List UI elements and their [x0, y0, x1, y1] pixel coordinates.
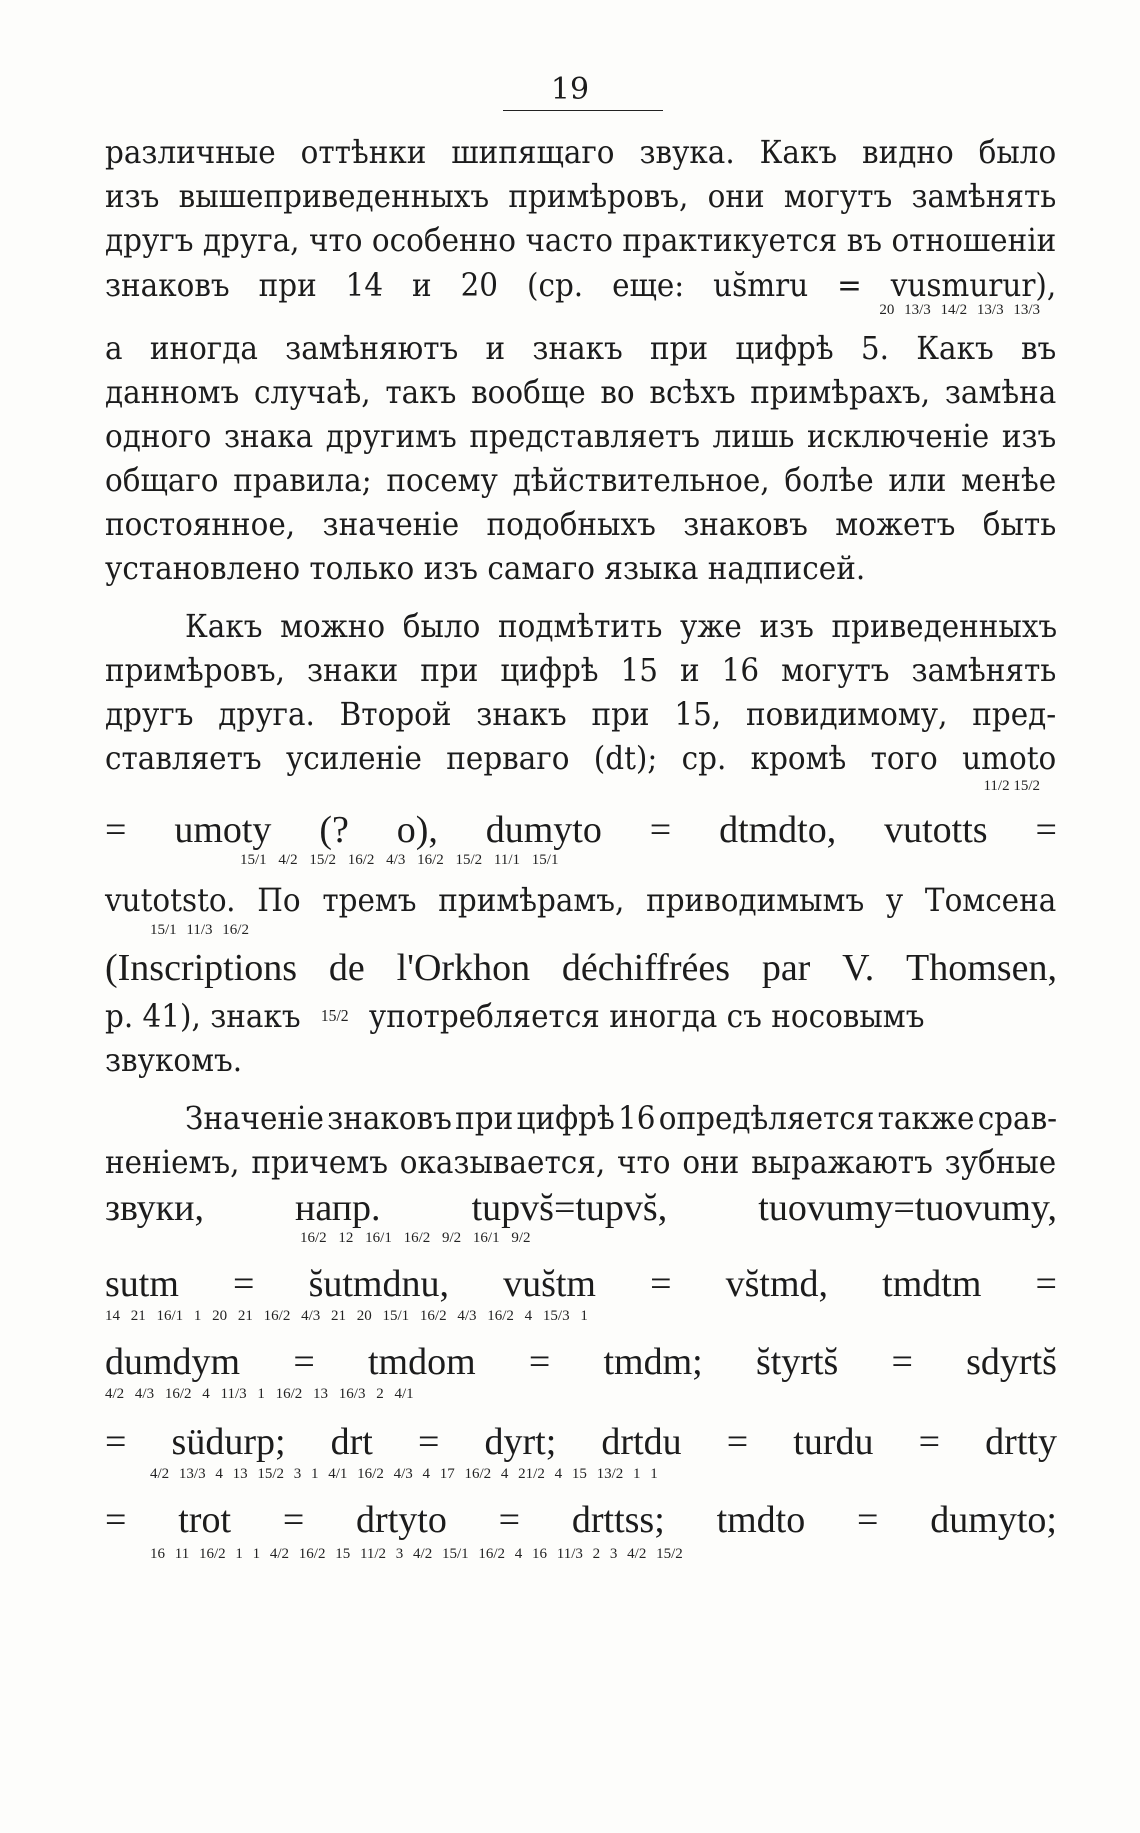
word: подобныхъ — [486, 505, 656, 543]
word: vus̆tm — [503, 1263, 596, 1305]
word: вообще — [471, 373, 586, 411]
word: друга, — [202, 221, 300, 259]
word: при — [258, 266, 317, 304]
word: tmdom — [367, 1341, 476, 1383]
word: замѣнять — [911, 177, 1057, 215]
word: замѣнять — [911, 651, 1057, 689]
word: примѣровъ, — [105, 651, 285, 689]
word: sdyrts̆ — [966, 1341, 1057, 1383]
text-line — [105, 504, 1056, 544]
word: или — [888, 461, 947, 499]
word: всѣхъ — [649, 373, 736, 411]
word: также — [877, 1099, 975, 1137]
word: tmdtm — [882, 1263, 982, 1305]
word: примѣровъ, — [508, 177, 689, 215]
word: 14 — [345, 266, 384, 304]
word: данномъ — [105, 373, 240, 411]
transliteration-line — [105, 1262, 1057, 1306]
word: = — [105, 1421, 127, 1463]
text-line — [185, 1098, 1057, 1138]
index-numerals: 15/1 11/3 16/2 — [150, 922, 249, 938]
word: Какъ — [916, 329, 994, 367]
word: знаковъ — [105, 266, 230, 304]
word: 15, — [674, 695, 722, 733]
word: = — [498, 1499, 521, 1541]
word: пред- — [972, 695, 1057, 733]
word: у — [885, 881, 904, 919]
word: dumdym — [105, 1341, 241, 1383]
word: практикуется — [622, 221, 838, 259]
word: представляетъ — [469, 417, 701, 455]
word: дѣйствительное, — [512, 461, 770, 499]
word: иногда — [149, 329, 258, 367]
sign-index: 15/2 — [320, 1006, 349, 1025]
text-line — [105, 328, 1056, 368]
word: знаки — [306, 651, 399, 689]
word: постоянное, — [105, 505, 296, 543]
word: особенно — [371, 221, 516, 259]
text-line — [105, 220, 1056, 260]
word: что — [308, 221, 363, 259]
word: = — [293, 1341, 315, 1383]
word: было — [402, 607, 481, 645]
transliteration-line — [105, 808, 1057, 852]
text-line — [185, 606, 1057, 646]
word: общаго — [105, 461, 219, 499]
word: правила; — [233, 461, 372, 499]
word: лишь — [712, 417, 795, 455]
word: (? — [319, 809, 349, 851]
word: уже — [680, 607, 742, 645]
word: изъ — [759, 607, 814, 645]
word: знаковъ — [683, 505, 808, 543]
word: turdu — [793, 1421, 874, 1463]
word: drttss; — [571, 1499, 665, 1541]
word: dtmdto, — [719, 809, 837, 851]
word: значеніе — [322, 505, 460, 543]
word: dyrt; — [484, 1421, 557, 1463]
text-line — [105, 372, 1056, 412]
word: dumyto — [485, 809, 602, 851]
word: = — [1035, 1263, 1057, 1305]
word: Томсена — [924, 881, 1057, 919]
index-numerals: 16 11 16/2 1 1 4/2 16/2 15 11/2 3 4/2 15/1 16/2 4 16 11/3 2 3 4/2 15/2 — [150, 1546, 683, 1562]
word: = — [857, 1499, 879, 1541]
word: въ — [1020, 329, 1057, 367]
word: звуки, — [105, 1187, 204, 1229]
text-line: установлено только изъ самаго языка надписей. — [105, 549, 866, 587]
word: us̆mru — [713, 266, 809, 304]
word: ставляетъ — [105, 739, 262, 777]
word: déchiffrées — [561, 947, 730, 989]
word: Второй — [339, 695, 452, 733]
word: s̆utmdnu, — [308, 1263, 449, 1305]
word: = — [528, 1341, 551, 1383]
word: изъ — [1001, 417, 1057, 455]
word: 5. — [860, 329, 889, 367]
word: можно — [280, 607, 386, 645]
word: 16 — [721, 651, 760, 689]
word: = — [105, 1499, 127, 1541]
text-line — [105, 996, 1056, 1036]
word: drtty — [985, 1421, 1057, 1463]
word: = — [650, 1263, 672, 1305]
word: того — [870, 739, 938, 777]
word: отношеніи — [891, 221, 1057, 259]
text-fragment: p. 41), знакъ — [105, 997, 301, 1035]
word: подмѣтить — [498, 607, 663, 645]
word: sutm — [105, 1263, 179, 1305]
word: par — [761, 947, 811, 989]
word: drtyto — [356, 1499, 447, 1541]
word: усиленіе — [285, 739, 422, 777]
index-numerals: 4/2 4/3 16/2 4 11/3 1 16/2 13 16/3 2 4/1 — [105, 1386, 414, 1402]
word: = — [233, 1263, 255, 1305]
text-line — [105, 416, 1056, 456]
text-line — [105, 694, 1056, 734]
text-line — [105, 738, 1056, 778]
text-line — [105, 132, 1056, 172]
word: зубные — [944, 1143, 1057, 1181]
word: они — [682, 1143, 740, 1181]
word: = — [837, 266, 862, 304]
word: оказывается, — [399, 1143, 606, 1181]
word: = — [891, 1341, 913, 1383]
index-numerals: 14 21 16/1 1 20 21 16/2 4/3 21 20 15/1 16/2 4/3 16/2 4 15/3 1 — [105, 1308, 588, 1324]
word: (dt); — [593, 739, 658, 777]
word: при — [591, 695, 650, 733]
word: при — [650, 329, 709, 367]
header-rule — [503, 110, 663, 111]
text-line — [105, 460, 1056, 500]
word: перваго — [446, 739, 570, 777]
word: = — [1035, 809, 1057, 851]
text-line — [105, 650, 1056, 690]
page-number: 19 — [550, 72, 590, 107]
word: По — [257, 881, 301, 919]
word: быть — [982, 505, 1057, 543]
word: они — [707, 177, 765, 215]
word: посему — [386, 461, 498, 499]
word: vutotsto. — [105, 881, 236, 919]
word: vs̆tmd, — [725, 1263, 829, 1305]
word: = — [282, 1499, 305, 1541]
word: и — [485, 329, 506, 367]
text-line — [105, 176, 1056, 216]
word: (Inscriptions — [105, 947, 298, 989]
word: знака — [223, 417, 314, 455]
word: Какъ — [185, 607, 263, 645]
word: umoto — [962, 739, 1057, 777]
word: напр. — [295, 1187, 381, 1229]
word: (ср. — [526, 266, 584, 304]
word: Какъ — [759, 133, 838, 171]
word: было — [978, 133, 1057, 171]
word: другимъ — [325, 417, 457, 455]
word: tuovumy=tuovumy, — [758, 1187, 1057, 1229]
text-fragment: употребляется иногда съ носовымъ — [368, 997, 925, 1035]
word: выражаютъ — [751, 1143, 933, 1181]
word: видно — [862, 133, 954, 171]
word: drt — [330, 1421, 373, 1463]
word: Значеніе — [185, 1099, 324, 1137]
word: замѣна — [944, 373, 1057, 411]
word: o), — [396, 809, 438, 851]
word: südurp; — [171, 1421, 286, 1463]
word: изъ — [105, 177, 160, 215]
word: исключеніе — [807, 417, 990, 455]
word: при — [420, 651, 479, 689]
word: 15 — [620, 651, 659, 689]
word: что — [617, 1143, 671, 1181]
word: цифрѣ — [500, 651, 599, 689]
word: во — [600, 373, 635, 411]
word: могутъ — [781, 651, 890, 689]
word: другъ — [105, 221, 194, 259]
word: V. — [842, 947, 875, 989]
word: одного — [105, 417, 212, 455]
word: tmdto — [716, 1499, 806, 1541]
word: tupvs̆=tupvs̆, — [471, 1187, 668, 1229]
word: приведенныхъ — [831, 607, 1058, 645]
word: vusmurur), — [890, 266, 1057, 304]
transliteration-line — [105, 1420, 1057, 1464]
word: другъ — [105, 695, 194, 733]
word: цифрѣ — [735, 329, 834, 367]
word: цифрѣ — [516, 1099, 615, 1137]
word: = — [726, 1421, 749, 1463]
word: замѣняютъ — [285, 329, 459, 367]
word: повидимому, — [745, 695, 948, 733]
word: 16 — [618, 1099, 656, 1137]
word: vutotts — [884, 809, 988, 851]
word: при — [455, 1099, 514, 1137]
word: можетъ — [835, 505, 956, 543]
word: оттѣнки — [300, 133, 427, 171]
word: 20 — [460, 266, 499, 304]
word: шипящаго — [451, 133, 615, 171]
word: tmdm; — [603, 1341, 703, 1383]
word: de — [328, 947, 365, 989]
word: приводимымъ — [646, 881, 865, 919]
index-numerals: 4/2 13/3 4 13 15/2 3 1 4/1 16/2 4/3 4 17 16/2 4 21/2 4 15 13/2 1 1 — [150, 1466, 658, 1482]
transliteration-line — [105, 1186, 1057, 1230]
word: срав- — [977, 1099, 1058, 1137]
word: dumyto; — [930, 1499, 1057, 1541]
word: примѣрамъ, — [438, 881, 625, 919]
transliteration-line — [105, 946, 1057, 990]
word: могутъ — [783, 177, 893, 215]
text-line — [105, 1142, 1056, 1182]
word: Thomsen, — [906, 947, 1057, 989]
word: въ — [846, 221, 882, 259]
word: тремъ — [322, 881, 417, 919]
text-line: звукомъ. — [105, 1041, 243, 1079]
word: примѣрахъ, — [750, 373, 931, 411]
word: ср. — [681, 739, 727, 777]
word: вышеприведенныхъ — [178, 177, 490, 215]
word: знакъ — [476, 695, 567, 733]
word: болѣе — [784, 461, 874, 499]
word: trot — [178, 1499, 232, 1541]
word: и — [412, 266, 432, 304]
word: опредѣляется — [658, 1099, 875, 1137]
word: причемъ — [251, 1143, 388, 1181]
word: = — [105, 809, 127, 851]
transliteration-line — [105, 1498, 1057, 1542]
text-line — [105, 880, 1056, 920]
word: и — [680, 651, 700, 689]
word: звука. — [639, 133, 735, 171]
word: а — [105, 329, 123, 367]
word: такъ — [385, 373, 457, 411]
index-numerals: 11/2 15/2 — [983, 778, 1040, 794]
word: случаѣ, — [254, 373, 371, 411]
index-numerals: 15/1 4/2 15/2 16/2 4/3 16/2 15/2 11/1 15/1 — [240, 852, 559, 868]
word: = — [417, 1421, 440, 1463]
word: кромѣ — [750, 739, 847, 777]
word: s̆tyrts̆ — [755, 1341, 839, 1383]
word: = — [649, 809, 672, 851]
word: umoty — [174, 809, 272, 851]
word: еще: — [612, 266, 685, 304]
word: знаковъ — [327, 1099, 452, 1137]
word: знакъ — [532, 329, 623, 367]
word: неніемъ, — [105, 1143, 240, 1181]
index-numerals: 16/2 12 16/1 16/2 9/2 16/1 9/2 — [300, 1230, 531, 1246]
word: = — [918, 1421, 941, 1463]
word: часто — [525, 221, 613, 259]
index-numerals: 20 13/3 14/2 13/3 13/3 — [879, 302, 1040, 318]
word: l'Orkhon — [396, 947, 531, 989]
word: менѣе — [961, 461, 1057, 499]
word: различные — [105, 133, 276, 171]
text-line — [105, 265, 1056, 305]
word: drtdu — [601, 1421, 682, 1463]
transliteration-line — [105, 1340, 1057, 1384]
word: друга. — [218, 695, 315, 733]
